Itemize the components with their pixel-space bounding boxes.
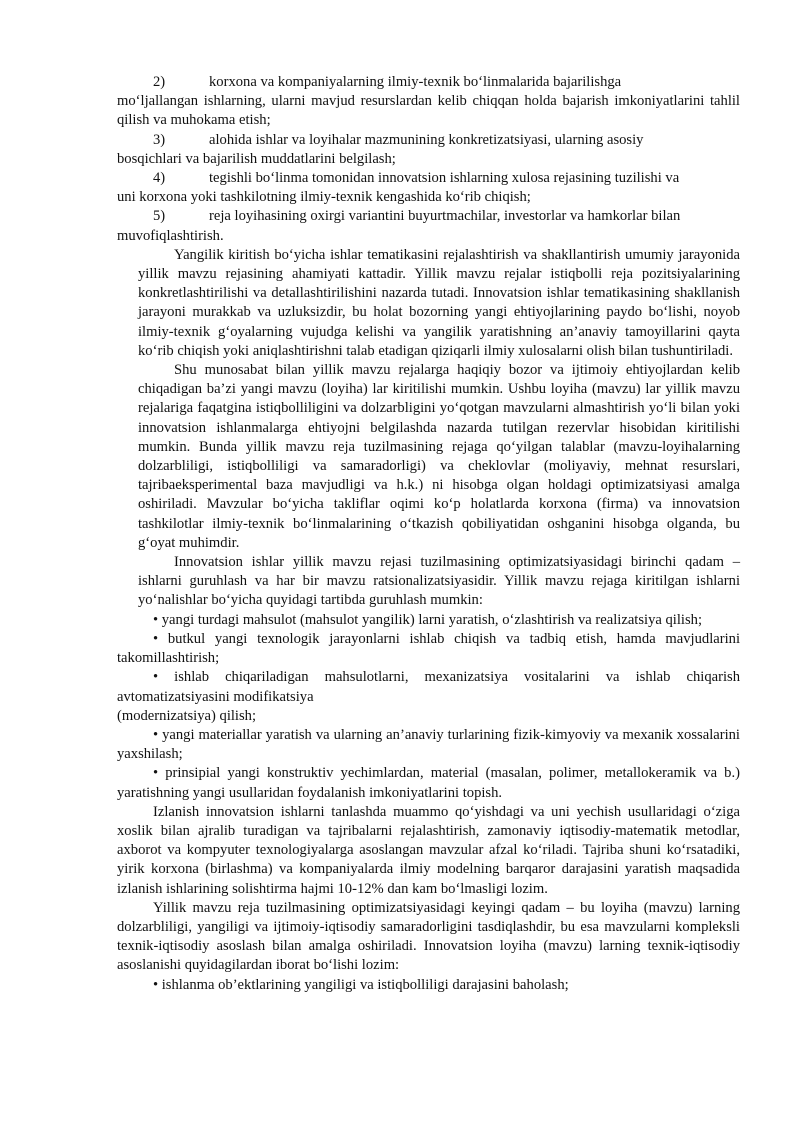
- paragraph-new-topics: Shu munosabat bilan yillik mavzu rejalarga haqiqiy bozor va ijtimoiy ehtiyojlardan kelib chiqadigan ba’zi yangi mavzu (loyiha) lar kiritilishi mumkin. Ushbu loyiha (mavzu) lar yillik mavzu rejalariga faqatgina istiqbolliligini va dolzarbligini yo‘qotgan mavzularni almashtirish yo‘li bilan yoki innovatsion ishlanmalarga ehtiyojni belgilashda nazarda tutilgan rezervlar hisobidan kiritilishi mumkin. Bunda yillik mavzu reja tuzilmasining rejaga qo‘yilgan talablar (mavzu-loyihalarning dolzarbliligi, istiqbolliligi va samaradorligi) va cheklovlar (moliyaviy, mehnat resurslari, tajribaeksperimental baza mavjudligi va h.k.) ni hisobga olgan holdagi optimizatsiyasi amalga oshiriladi. Mavzular bo‘yicha takliflar oqimi ko‘p holatlarda korxona (firma) va innovatsion tashkilotlar ilmiy-texnik bo‘linmalarining o‘tkazish qobiliyatidan oshganini hisobga olganda, bu g‘oyat muhimdir.: [138, 362, 740, 551]
- bullet-item: • yangi materiallar yaratish va ularning an’anaviy turlarining fizik-kimyoviy va mexanik xossalarini yaxshilash;: [117, 726, 740, 763]
- bullet-item: • ishlanma ob’ektlarining yangiligi va istiqbolliligi darajasini baholash;: [153, 976, 569, 993]
- item-number: 5): [153, 208, 166, 225]
- item-continuation: bosqichlari va bajarilish muddatlarini belgilash;: [117, 150, 396, 167]
- bullet-item: • ishlab chiqariladigan mahsulotlarni, mexanizatsiya vositalarini va ishlab chiqarish avtomatizatsiyasini modifikatsiya: [117, 669, 740, 705]
- numbered-item-4: [117, 169, 740, 188]
- item-text: tegishli bo‘linma tomonidan innovatsion ishlarning xulosa rejasining tuzilishi va: [209, 170, 680, 187]
- item-number: 3): [153, 131, 166, 148]
- item-number: 4): [153, 170, 166, 187]
- numbered-item-2: [117, 73, 740, 92]
- item-text: alohida ishlar va loyihalar mazmunining konkretizatsiyasi, ularning asosiy: [209, 131, 644, 148]
- item-continuation: uni korxona yoki tashkilotning ilmiy-texnik kengashida ko‘rib chiqish;: [117, 189, 531, 206]
- item-number: 2): [153, 74, 166, 90]
- bullet-item: • prinsipial yangi konstruktiv yechimlardan, material (masalan, polimer, metallokeramik va b.) yaratishning yangi usullaridan foydalanish imkoniyatlarini topish.: [117, 765, 740, 801]
- numbered-item-3: [117, 131, 740, 150]
- item-continuation: muvofiqlashtirish.: [117, 227, 224, 244]
- numbered-item-5: [117, 207, 740, 226]
- paragraph-search-works: Izlanish innovatsion ishlarni tanlashda muammo qo‘yishdagi va uni yechish usullaridagi o‘ziga xoslik bilan ajralib turadigan va tajribalarni rejalashtirish, zamonaviy iqtisodiy-matematik metodlar, axborot va kompyuter texnologiyalarga asoslangan mavzular afzal ko‘riladi. Tajriba shuni ko‘rsatadiki, yirik korxona (birlashma) va kompaniyalarda ilmiy modelning barqaror darajasini yaratish maqsadida izlanish ishlarining solishtirma hajmi 10-12% dan kam bo‘lmasligi lozim.: [117, 803, 740, 897]
- bullet-item: • butkul yangi texnologik jarayonlarni ishlab chiqish va tadbiq etish, hamda mavjudlarini takomillashtirish;: [117, 630, 740, 667]
- paragraph-grouping: Innovatsion ishlar yillik mavzu rejasi tuzilmasining optimizatsiyasidagi birinchi qadam – ishlarni guruhlash va har bir mavzu ratsionalizatsiyasidir. Yillik mavzu rejaga kiritilgan ishlarni yo‘nalishlar bo‘yicha quyidagi tartibda guruhlash mumkin:: [138, 554, 740, 609]
- item-text: reja loyihasining oxirgi variantini buyurtmachilar, investorlar va hamkorlar bilan: [209, 208, 681, 225]
- paragraph-next-step: Yillik mavzu reja tuzilmasining optimizatsiyasidagi keyingi qadam – bu loyiha (mavzu) larning dolzarbliligi, yangiligi va ijtimoiy-iqtisodiy samaradorligini tasdiqlashdir, bu esa mavzularni kompleksli texnik-iqtisodiy asoslash bilan amalga oshiriladi. Innovatsion loyiha (mavzu) larning texnik-iqtisodiy asoslanishi quyidagilardan iborat bo‘lishi lozim:: [117, 899, 740, 974]
- bullet-continuation: (modernizatsiya) qilish;: [117, 707, 257, 724]
- paragraph-planning-importance: Yangilik kiritish bo‘yicha ishlar tematikasini rejalashtirish va shakllantirish umumiy jarayonida yillik mavzu rejasining ahamiyati kattadir. Yillik mavzu rejalar istiqbolli reja pozitsiyalarining konkretlashtirilishi va detallashtirilishini nazarda tutadi. Innovatsion ishlar tematikasining shakllanish jarayoni murakkab va uzluksizdir, bu holat bozorning yangi ehtiyojlarining paydo bo‘lishi, noyob ilmiy-texnik g‘oyalarning vujudga kelishi va yangilik yaratishning an’anaviy tamoyillarini qayta ko‘rib chiqish yoki aniqlashtirishni talab etadigan qiziqarli ilmiy xulosalarni olish bilan tushuntiriladi.: [138, 246, 740, 359]
- item-continuation: mo‘ljallangan ishlarning, ularni mavjud resurslardan kelib chiqqan holda bajarish imkoniyatlarini tahlil qilish va muhokama etish;: [117, 93, 740, 129]
- item-text: korxona va kompaniyalarning ilmiy-texnik bo‘linmalarida bajarilishga: [209, 74, 622, 90]
- bullet-item: • yangi turdagi mahsulot (mahsulot yangilik) larni yaratish, o‘zlashtirish va realizatsiya qilish;: [153, 611, 703, 628]
